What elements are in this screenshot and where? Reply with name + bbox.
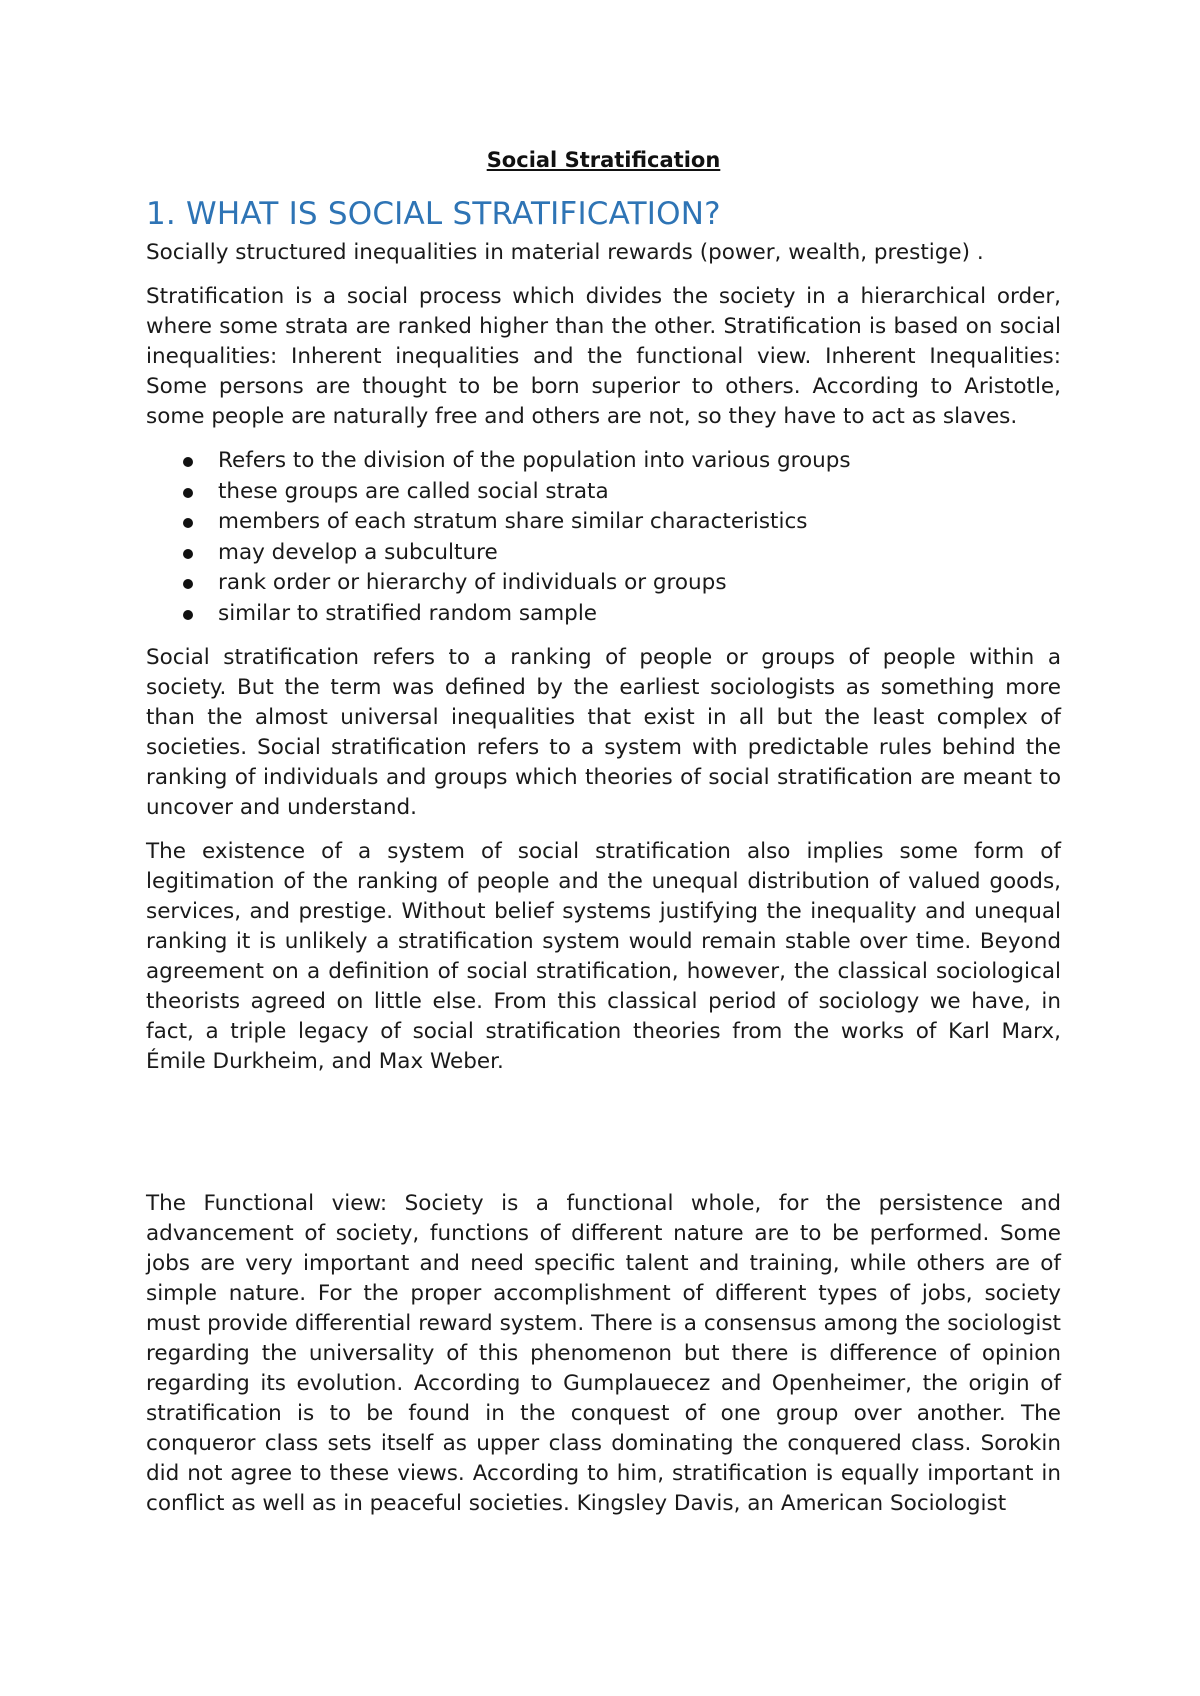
bullet-icon bbox=[183, 610, 193, 620]
section-heading: 1. WHAT IS SOCIAL STRATIFICATION? bbox=[146, 196, 721, 232]
list-item-text: may develop a subculture bbox=[218, 539, 498, 565]
bullet-icon bbox=[183, 579, 193, 589]
bullet-icon bbox=[183, 518, 193, 528]
paragraph-stratification-process: Stratification is a social process which divides the society in a hierarchical order, where some strata are ranked higher than the other. Stratification is based on social inequalities: Inherent inequalities and the functional view. Inherent Inequalities: Some persons are thought to be born superior to others. According to Aristotle, some people are naturally free and others are not, so they have to act as slaves. bbox=[146, 284, 1061, 429]
blank-space bbox=[146, 1091, 1061, 1189]
list-item-text: rank order or hierarchy of individuals or groups bbox=[218, 570, 727, 595]
document-body bbox=[146, 140, 1061, 1533]
list-item bbox=[146, 446, 1061, 477]
list-item-text: Refers to the division of the population into various groups bbox=[218, 448, 851, 473]
bullet-icon bbox=[183, 457, 193, 467]
list-item bbox=[146, 538, 1061, 569]
paragraph-legitimation: The existence of a system of social stratification also implies some form of legitimation of the ranking of people and the unequal distribution of valued goods, services, and prestige. Without belief systems justifying the inequality and unequal ranking it is unlikely a stratification system would remain stable over time. Beyond agreement on a definition of social stratification, however, the classical sociological theorists agreed on little else. From this classical period of sociology we have, in fact, a triple legacy of social stratification theories from the works of Karl Marx, Émile Durkheim, and Max Weber. bbox=[146, 839, 1061, 1074]
bullet-icon bbox=[183, 549, 193, 559]
bullet-icon bbox=[183, 488, 193, 498]
list-item bbox=[146, 568, 1061, 599]
document-title: Social Stratification bbox=[486, 148, 721, 172]
paragraph-functional-view: The Functional view: Society is a functional whole, for the persistence and advancement of society, functions of different nature are to be performed. Some jobs are very important and need specific talent and training, while others are of simple nature. For the proper accomplishment of different types of jobs, society must provide differential reward system. There is a consensus among the sociologist regarding the universality of this phenomenon but there is difference of opinion regarding its evolution. According to Gumplauecez and Openheimer, the origin of stratification is to be found in the conquest of one group over another. The conqueror class sets itself as upper class dominating the conquered class. Sorokin did not agree to these views. According to him, stratification is equally important in conflict as well as in peaceful societies. Kingsley Davis, an American Sociologist bbox=[146, 1191, 1061, 1516]
list-item-text: similar to stratified random sample bbox=[218, 600, 598, 626]
list-item-text: members of each stratum share similar characteristics bbox=[218, 509, 808, 534]
list-item bbox=[146, 477, 1061, 508]
intro-paragraph: Socially structured inequalities in material rewards (power, wealth, prestige) . bbox=[146, 240, 984, 265]
bullet-list bbox=[146, 446, 1061, 629]
list-item bbox=[146, 507, 1061, 538]
paragraph-definition: Social stratification refers to a ranking of people or groups of people within a society. But the term was defined by the earliest sociologists as something more than the almost universal inequalities that exist in all but the least complex of societies. Social stratification refers to a system with predictable rules behind the ranking of individuals and groups which theories of social stratification are meant to uncover and understand. bbox=[146, 645, 1061, 820]
list-item bbox=[146, 599, 1061, 630]
list-item-text: these groups are called social strata bbox=[218, 478, 609, 504]
